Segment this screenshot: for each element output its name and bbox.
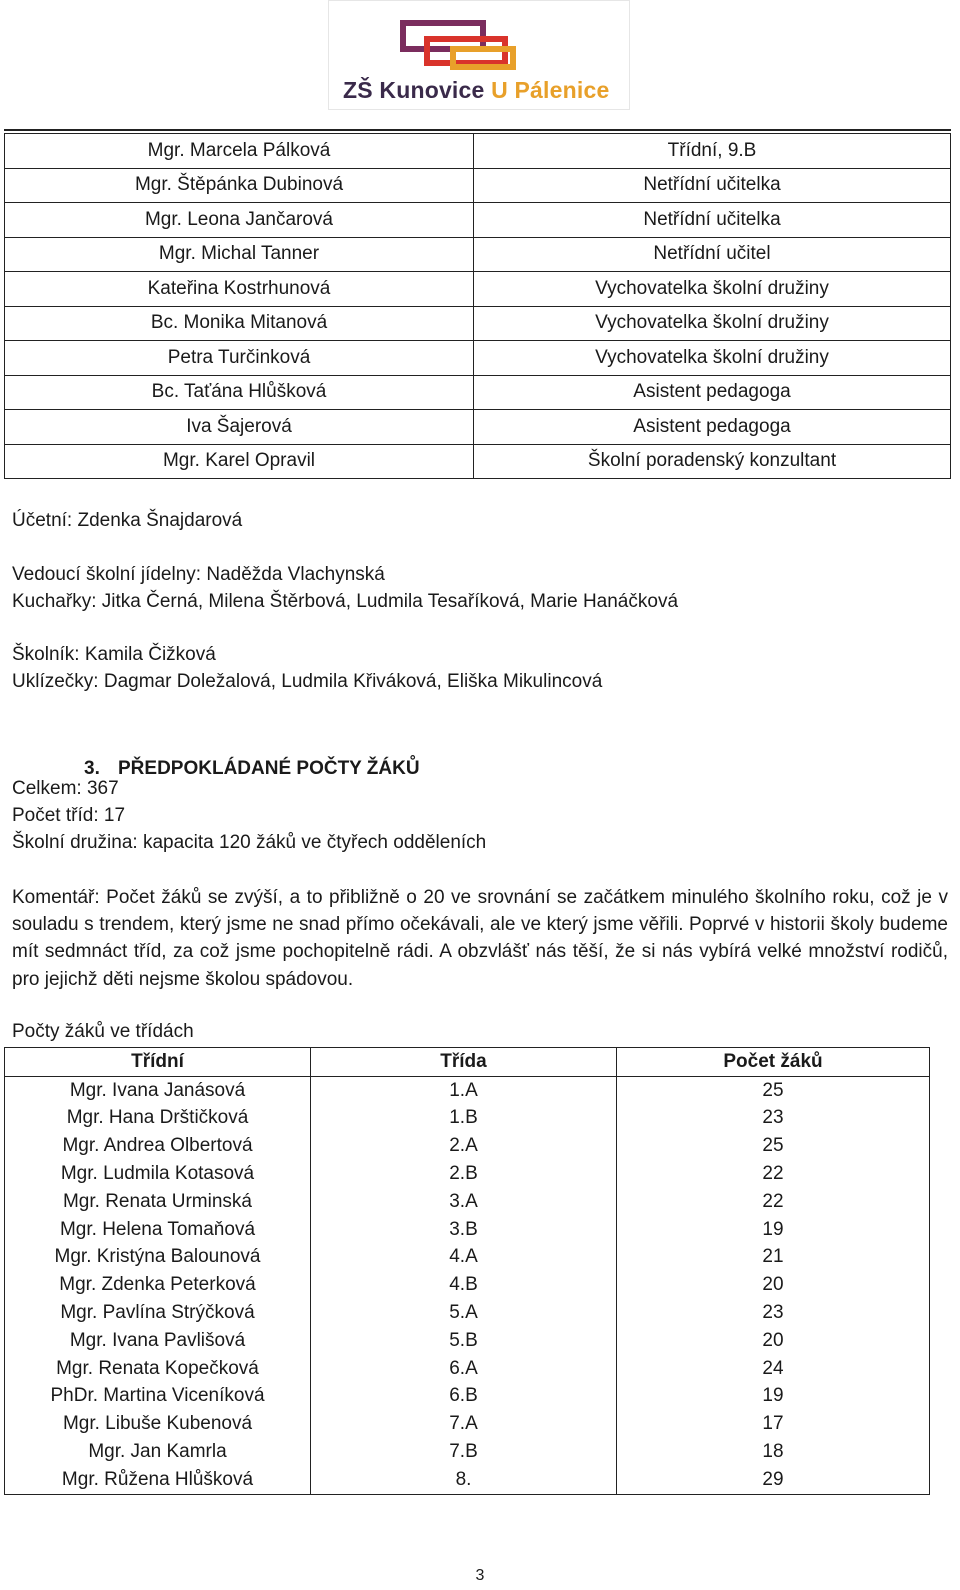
count-cell: 20 — [617, 1271, 930, 1299]
section-heading — [84, 758, 420, 780]
table-row — [5, 1076, 930, 1104]
staff-table — [4, 133, 951, 479]
logo-graphic — [329, 1, 629, 81]
table-row — [5, 1188, 930, 1216]
staff-name: Iva Šajerová — [5, 410, 474, 445]
count-cell: 22 — [617, 1188, 930, 1216]
count-cell: 21 — [617, 1244, 930, 1272]
teacher-cell: Mgr. Ludmila Kotasová — [5, 1160, 311, 1188]
table-row — [5, 237, 951, 272]
class-cell: 2.A — [311, 1132, 617, 1160]
class-cell: 1.A — [311, 1076, 617, 1104]
class-cell: 3.A — [311, 1188, 617, 1216]
header-class: Třída — [311, 1048, 617, 1077]
staff-role: Asistent pedagoga — [474, 375, 951, 410]
table-row — [5, 444, 951, 479]
staff-role: Asistent pedagoga — [474, 410, 951, 445]
table-row — [5, 134, 951, 169]
staff-role: Netřídní učitelka — [474, 203, 951, 238]
table-row — [5, 1244, 930, 1272]
student-counts-table — [4, 1047, 930, 1495]
class-cell: 6.A — [311, 1355, 617, 1383]
table-header-row — [5, 1048, 930, 1077]
total-line: Celkem: 367 — [12, 778, 119, 799]
teacher-cell: Mgr. Ivana Janásová — [5, 1076, 311, 1104]
header-count: Počet žáků — [617, 1048, 930, 1077]
logo-text-main: ZŠ Kunovice — [343, 77, 492, 103]
teacher-cell: Mgr. Andrea Olbertová — [5, 1132, 311, 1160]
canteen-head-line: Vedoucí školní jídelny: Naděžda Vlachynská — [12, 564, 385, 585]
teacher-cell: Mgr. Pavlína Strýčková — [5, 1299, 311, 1327]
staff-role: Netřídní učitelka — [474, 168, 951, 203]
top-divider — [4, 129, 951, 131]
table-title: Počty žáků ve třídách — [12, 1021, 194, 1042]
staff-name: Mgr. Marcela Pálková — [5, 134, 474, 169]
table-row — [5, 1105, 930, 1133]
table-row — [5, 1216, 930, 1244]
teacher-cell: Mgr. Hana Drštičková — [5, 1105, 311, 1133]
cleaners-line: Uklízečky: Dagmar Doležalová, Ludmila Křiváková, Eliška Mikulincová — [12, 671, 603, 692]
teacher-cell: Mgr. Helena Tomaňová — [5, 1216, 311, 1244]
class-cell: 6.B — [311, 1383, 617, 1411]
staff-role: Třídní, 9.B — [474, 134, 951, 169]
count-cell: 17 — [617, 1410, 930, 1438]
count-cell: 23 — [617, 1105, 930, 1133]
staff-role: Vychovatelka školní družiny — [474, 306, 951, 341]
class-cell: 2.B — [311, 1160, 617, 1188]
class-cell: 7.A — [311, 1410, 617, 1438]
table-row — [5, 306, 951, 341]
table-row — [5, 341, 951, 376]
staff-role: Školní poradenský konzultant — [474, 444, 951, 479]
table-row — [5, 375, 951, 410]
teacher-cell: Mgr. Renata Kopečková — [5, 1355, 311, 1383]
class-cell: 5.B — [311, 1327, 617, 1355]
caretaker-line: Školník: Kamila Čižková — [12, 644, 216, 665]
staff-name: Mgr. Michal Tanner — [5, 237, 474, 272]
staff-name: Bc. Monika Mitanová — [5, 306, 474, 341]
table-row — [5, 1410, 930, 1438]
count-cell: 19 — [617, 1216, 930, 1244]
teacher-cell: PhDr. Martina Viceníková — [5, 1383, 311, 1411]
count-cell: 22 — [617, 1160, 930, 1188]
staff-role: Netřídní učitel — [474, 237, 951, 272]
staff-role: Vychovatelka školní družiny — [474, 341, 951, 376]
teacher-cell: Mgr. Ivana Pavlišová — [5, 1327, 311, 1355]
teacher-cell: Mgr. Jan Kamrla — [5, 1438, 311, 1466]
staff-name: Mgr. Leona Jančarová — [5, 203, 474, 238]
page-number: 3 — [475, 1567, 485, 1584]
table-row — [5, 410, 951, 445]
club-capacity-line: Školní družina: kapacita 120 žáků ve čtyřech odděleních — [12, 832, 487, 853]
class-cell: 5.A — [311, 1299, 617, 1327]
staff-role: Vychovatelka školní družiny — [474, 272, 951, 307]
count-cell: 25 — [617, 1132, 930, 1160]
section-number: 3. — [84, 758, 100, 779]
count-cell: 20 — [617, 1327, 930, 1355]
teacher-cell: Mgr. Libuše Kubenová — [5, 1410, 311, 1438]
count-cell: 25 — [617, 1076, 930, 1104]
class-cell: 4.A — [311, 1244, 617, 1272]
table-row — [5, 1299, 930, 1327]
table-row — [5, 1160, 930, 1188]
header-teacher: Třídní — [5, 1048, 311, 1077]
table-row — [5, 272, 951, 307]
table-row — [5, 168, 951, 203]
section-title: PŘEDPOKLÁDANÉ POČTY ŽÁKŮ — [118, 758, 420, 779]
school-logo — [328, 0, 630, 110]
table-row — [5, 1355, 930, 1383]
class-count-line: Počet tříd: 17 — [12, 805, 126, 826]
table-row — [5, 203, 951, 238]
class-cell: 7.B — [311, 1438, 617, 1466]
count-cell: 24 — [617, 1355, 930, 1383]
logo-text — [343, 77, 609, 104]
table-row — [5, 1132, 930, 1160]
accountant-line: Účetní: Zdenka Šnajdarová — [12, 510, 243, 531]
table-row — [5, 1466, 930, 1494]
table-row — [5, 1438, 930, 1466]
table-row — [5, 1271, 930, 1299]
staff-name: Mgr. Štěpánka Dubinová — [5, 168, 474, 203]
staff-name: Mgr. Karel Opravil — [5, 444, 474, 479]
cooks-line: Kuchařky: Jitka Černá, Milena Štěrbová, Ludmila Tesaříková, Marie Hanáčková — [12, 591, 679, 612]
count-cell: 23 — [617, 1299, 930, 1327]
count-cell: 29 — [617, 1466, 930, 1494]
teacher-cell: Mgr. Kristýna Balounová — [5, 1244, 311, 1272]
teacher-cell: Mgr. Růžena Hlůšková — [5, 1466, 311, 1494]
table-row — [5, 1327, 930, 1355]
staff-name: Kateřina Kostrhunová — [5, 272, 474, 307]
count-cell: 18 — [617, 1438, 930, 1466]
class-cell: 1.B — [311, 1105, 617, 1133]
teacher-cell: Mgr. Zdenka Peterková — [5, 1271, 311, 1299]
teacher-cell: Mgr. Renata Urminská — [5, 1188, 311, 1216]
count-cell: 19 — [617, 1383, 930, 1411]
staff-name: Petra Turčinková — [5, 341, 474, 376]
comment-paragraph: Komentář: Počet žáků se zvýší, a to přibližně o 20 ve srovnání se začátkem minulého školního roku, což je v souladu s trendem, který jsme ne snad přímo očekávali, ale ve který jsme věřili. Poprvé v historii školy budeme mít sedmnáct tříd, za což jsme pochopitelně rádi. A obzvlášť nás těší, že si nás vybírá velké množství rodičů, pro jejichž děti nejsme školou spádovou. — [12, 887, 948, 990]
class-cell: 4.B — [311, 1271, 617, 1299]
table-row — [5, 1383, 930, 1411]
class-cell: 8. — [311, 1466, 617, 1494]
logo-text-accent: U Pálenice — [491, 77, 610, 103]
staff-name: Bc. Taťána Hlůšková — [5, 375, 474, 410]
class-cell: 3.B — [311, 1216, 617, 1244]
